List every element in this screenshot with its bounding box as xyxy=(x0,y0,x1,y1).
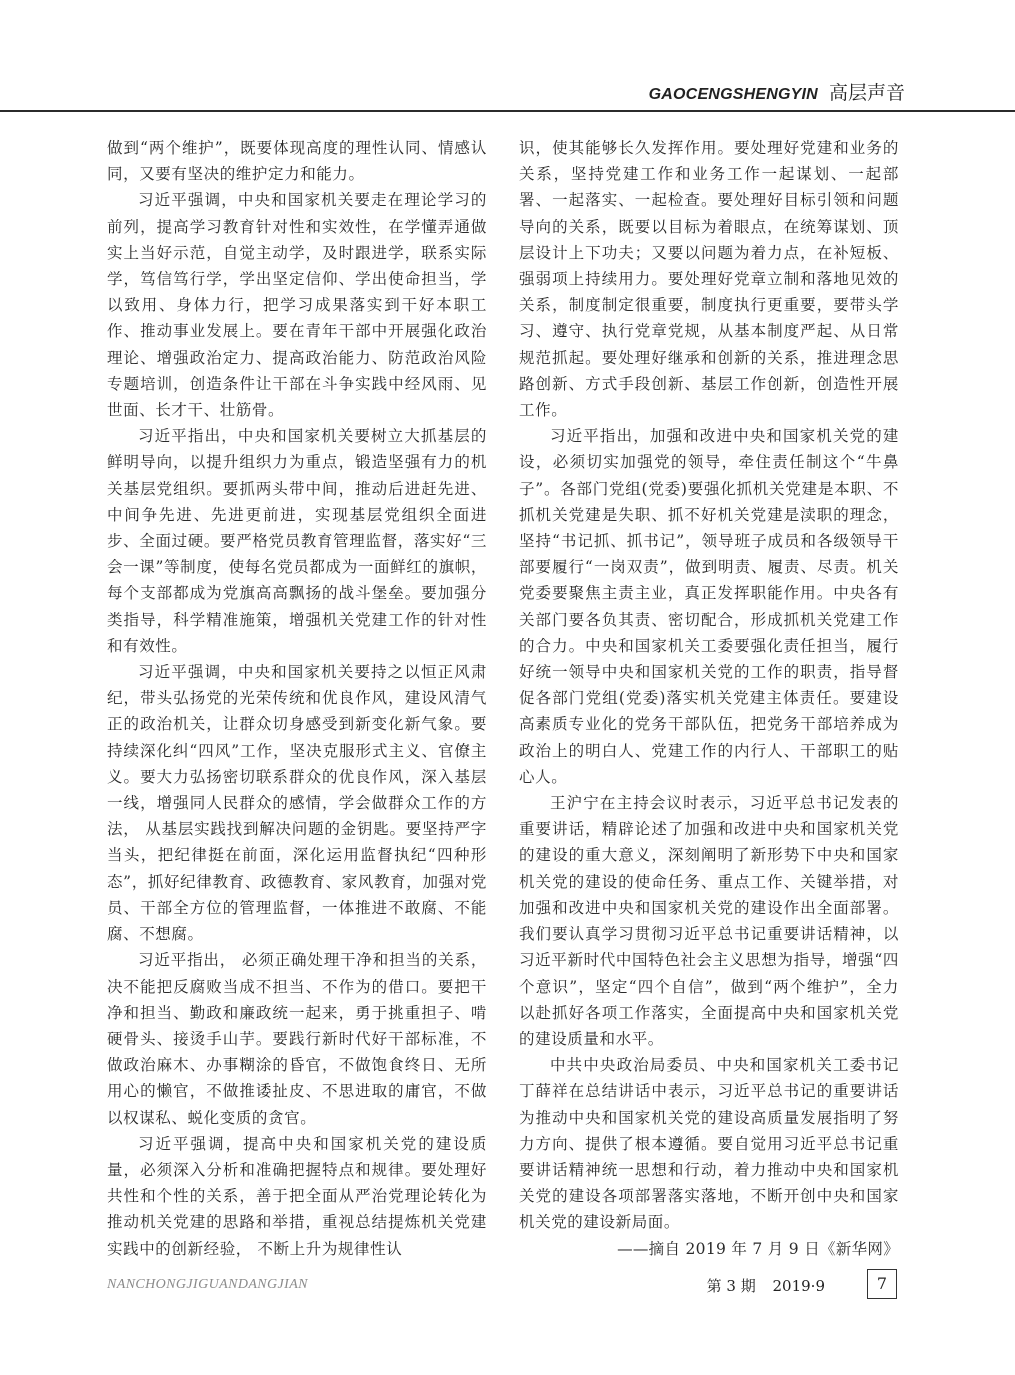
paragraph: 中共中央政治局委员、中央和国家机关工委书记丁薛祥在总结讲话中表示，习近平总书记的重要讲话为推动中央和国家机关党的建设高质量发展指明了努力方向、提供了根本遵循。要自觉用习近平总书记重要讲话精神统一思想和行动，着力推动中央和国家机关党的建设各项部署落实落地，不断开创中央和国家机关党的建设新局面。 xyxy=(519,1056,899,1232)
section-title-en: GAOCENGSHENGYIN xyxy=(648,86,818,103)
right-column xyxy=(519,135,899,1265)
journal-name: NANCHONGJIGUANDANGJIAN xyxy=(107,1277,308,1292)
issue-date: 2019·9 xyxy=(772,1277,825,1295)
paragraph: 习近平强调，中央和国家机关要走在理论学习的前列，提高学习教育针对性和实效性，在学懂弄通做实上当好示范，自觉主动学，及时跟进学，联系实际学，笃信笃行学，学出坚定信仰、学出使命担当，学以致用、身体力行，把学习成果落实到干好本职工作、推动事业发展上。要在青年干部中开展强化政治理论、增强政治定力、提高政治能力、防范政治风险专题培训，创造条件让干部在斗争实践中经风雨、见世面、长才干、壮筋骨。 xyxy=(107,191,487,420)
paragraph: 习近平强调，提高中央和国家机关党的建设质量，必须深入分析和准确把握特点和规律。要处理好共性和个性的关系，善于把全面从严治党理论转化为推动机关党建的思路和举措，重视总结提炼机关党建实践中的创新经验， 不断上升为规律性认 xyxy=(107,1134,487,1258)
source-note: ——摘自 2019 年 7 月 9 日《新华网》 xyxy=(617,1239,899,1258)
issue-info xyxy=(695,1275,825,1296)
issue-number: 第 3 期 xyxy=(706,1277,756,1295)
paragraph: 识，使其能够长久发挥作用。要处理好党建和业务的关系，坚持党建工作和业务工作一起谋划、一起部署、一起落实、一起检查。要处理好目标引领和问题导向的关系，既要以目标为着眼点，在统筹谋划、顶层设计上下功夫；又要以问题为着力点，在补短板、强弱项上持续用力。要处理好党章立制和落地见效的关系，制度制定很重要，制度执行更重要，要带头学习、遵守、执行党章党规，从基本制度严起、从日常规范抓起。要处理好继承和创新的关系，推进理念思路创新、方式手段创新、基层工作创新，创造性开展工作。 xyxy=(519,139,899,420)
paragraph: 习近平强调，中央和国家机关要持之以恒正风肃纪，带头弘扬党的光荣传统和优良作风，建设风清气正的政治机关，让群众切身感受到新变化新气象。要持续深化纠“四风”工作，坚决克服形式主义、官僚主义。要大力弘扬密切联系群众的优良作风，深入基层一线，增强同人民群众的感情，学会做群众工作的方法， 从基层实践找到解决问题的金钥匙。要坚持严字当头，把纪律挺在前面，深化运用监督执纪“四种形态”，抓好纪律教育、政德教育、家风教育，加强对党员、干部全方位的管理监督，一体推进不敢腐、不能腐、不想腐。 xyxy=(107,663,487,944)
paragraph: 习近平指出，中央和国家机关要树立大抓基层的鲜明导向，以提升组织力为重点，锻造坚强有力的机关基层党组织。要抓两头带中间，推动后进赶先进、中间争先进、先进更前进，实现基层党组织全面进步、全面过硬。要严格党员教育管理监督，落实好“三会一课”等制度，使每名党员都成为一面鲜红的旗帜， 每个支部都成为党旗高高飘扬的战斗堡垒。要加强分类指导，科学精准施策，增强机关党建工作的针对性和有效性。 xyxy=(107,427,487,655)
left-column xyxy=(107,135,487,1265)
paragraph: 习近平指出，加强和改进中央和国家机关党的建设，必须切实加强党的领导，牵住责任制这个“牛鼻子”。各部门党组(党委)要强化抓机关党建是本职、不抓机关党建是失职、抓不好机关党建是渎职的理念，坚持“书记抓、抓书记”，领导班子成员和各级领导干部要履行“一岗双责”，做到明责、履责、尽责。机关党委要聚焦主责主业，真正发挥职能作用。中央各有关部门要各负其责、密切配合，形成抓机关党建工作的合力。中央和国家机关工委要强化责任担当，履行好统一领导中央和国家机关党的工作的职责，指导督促各部门党组(党委)落实机关党建主体责任。要建设高素质专业化的党务干部队伍，把党务干部培养成为政治上的明白人、党建工作的内行人、干部职工的贴心人。 xyxy=(519,427,899,786)
page-number: 7 xyxy=(867,1269,897,1299)
paragraph: 做到“两个维护”，既要体现高度的理性认同、情感认同，又要有坚决的维护定力和能力。 xyxy=(107,139,487,184)
page-footer xyxy=(0,1265,1015,1305)
section-title-cn: 高层声音 xyxy=(828,82,905,104)
running-header xyxy=(0,74,1015,112)
article-body xyxy=(107,135,899,1265)
section-title xyxy=(649,78,905,105)
paragraph: 王沪宁在主持会议时表示，习近平总书记发表的重要讲话，精辟论述了加强和改进中央和国家机关党的建设的重大意义，深刻阐明了新形势下中央和国家机关党的建设的使命任务、重点工作、关键举措，对加强和改进中央和国家机关党的建设作出全面部署。我们要认真学习贯彻习近平总书记重要讲话精神，以习近平新时代中国特色社会主义思想为指导，增强“四个意识”，坚定“四个自信”，做到“两个维护”，全力以赴抓好各项工作落实，全面提高中央和国家机关党的建设质量和水平。 xyxy=(519,794,899,1048)
paragraph: 习近平指出， 必须正确处理干净和担当的关系，决不能把反腐败当成不担当、不作为的借口。要把干净和担当、勤政和廉政统一起来，勇于挑重担子、啃硬骨头、接烫手山芋。要践行新时代好干部标准，不做政治麻木、办事糊涂的昏官，不做饱食终日、无所用心的懒官，不做推诿扯皮、不思进取的庸官，不做以权谋私、蜕化变质的贪官。 xyxy=(107,951,487,1127)
